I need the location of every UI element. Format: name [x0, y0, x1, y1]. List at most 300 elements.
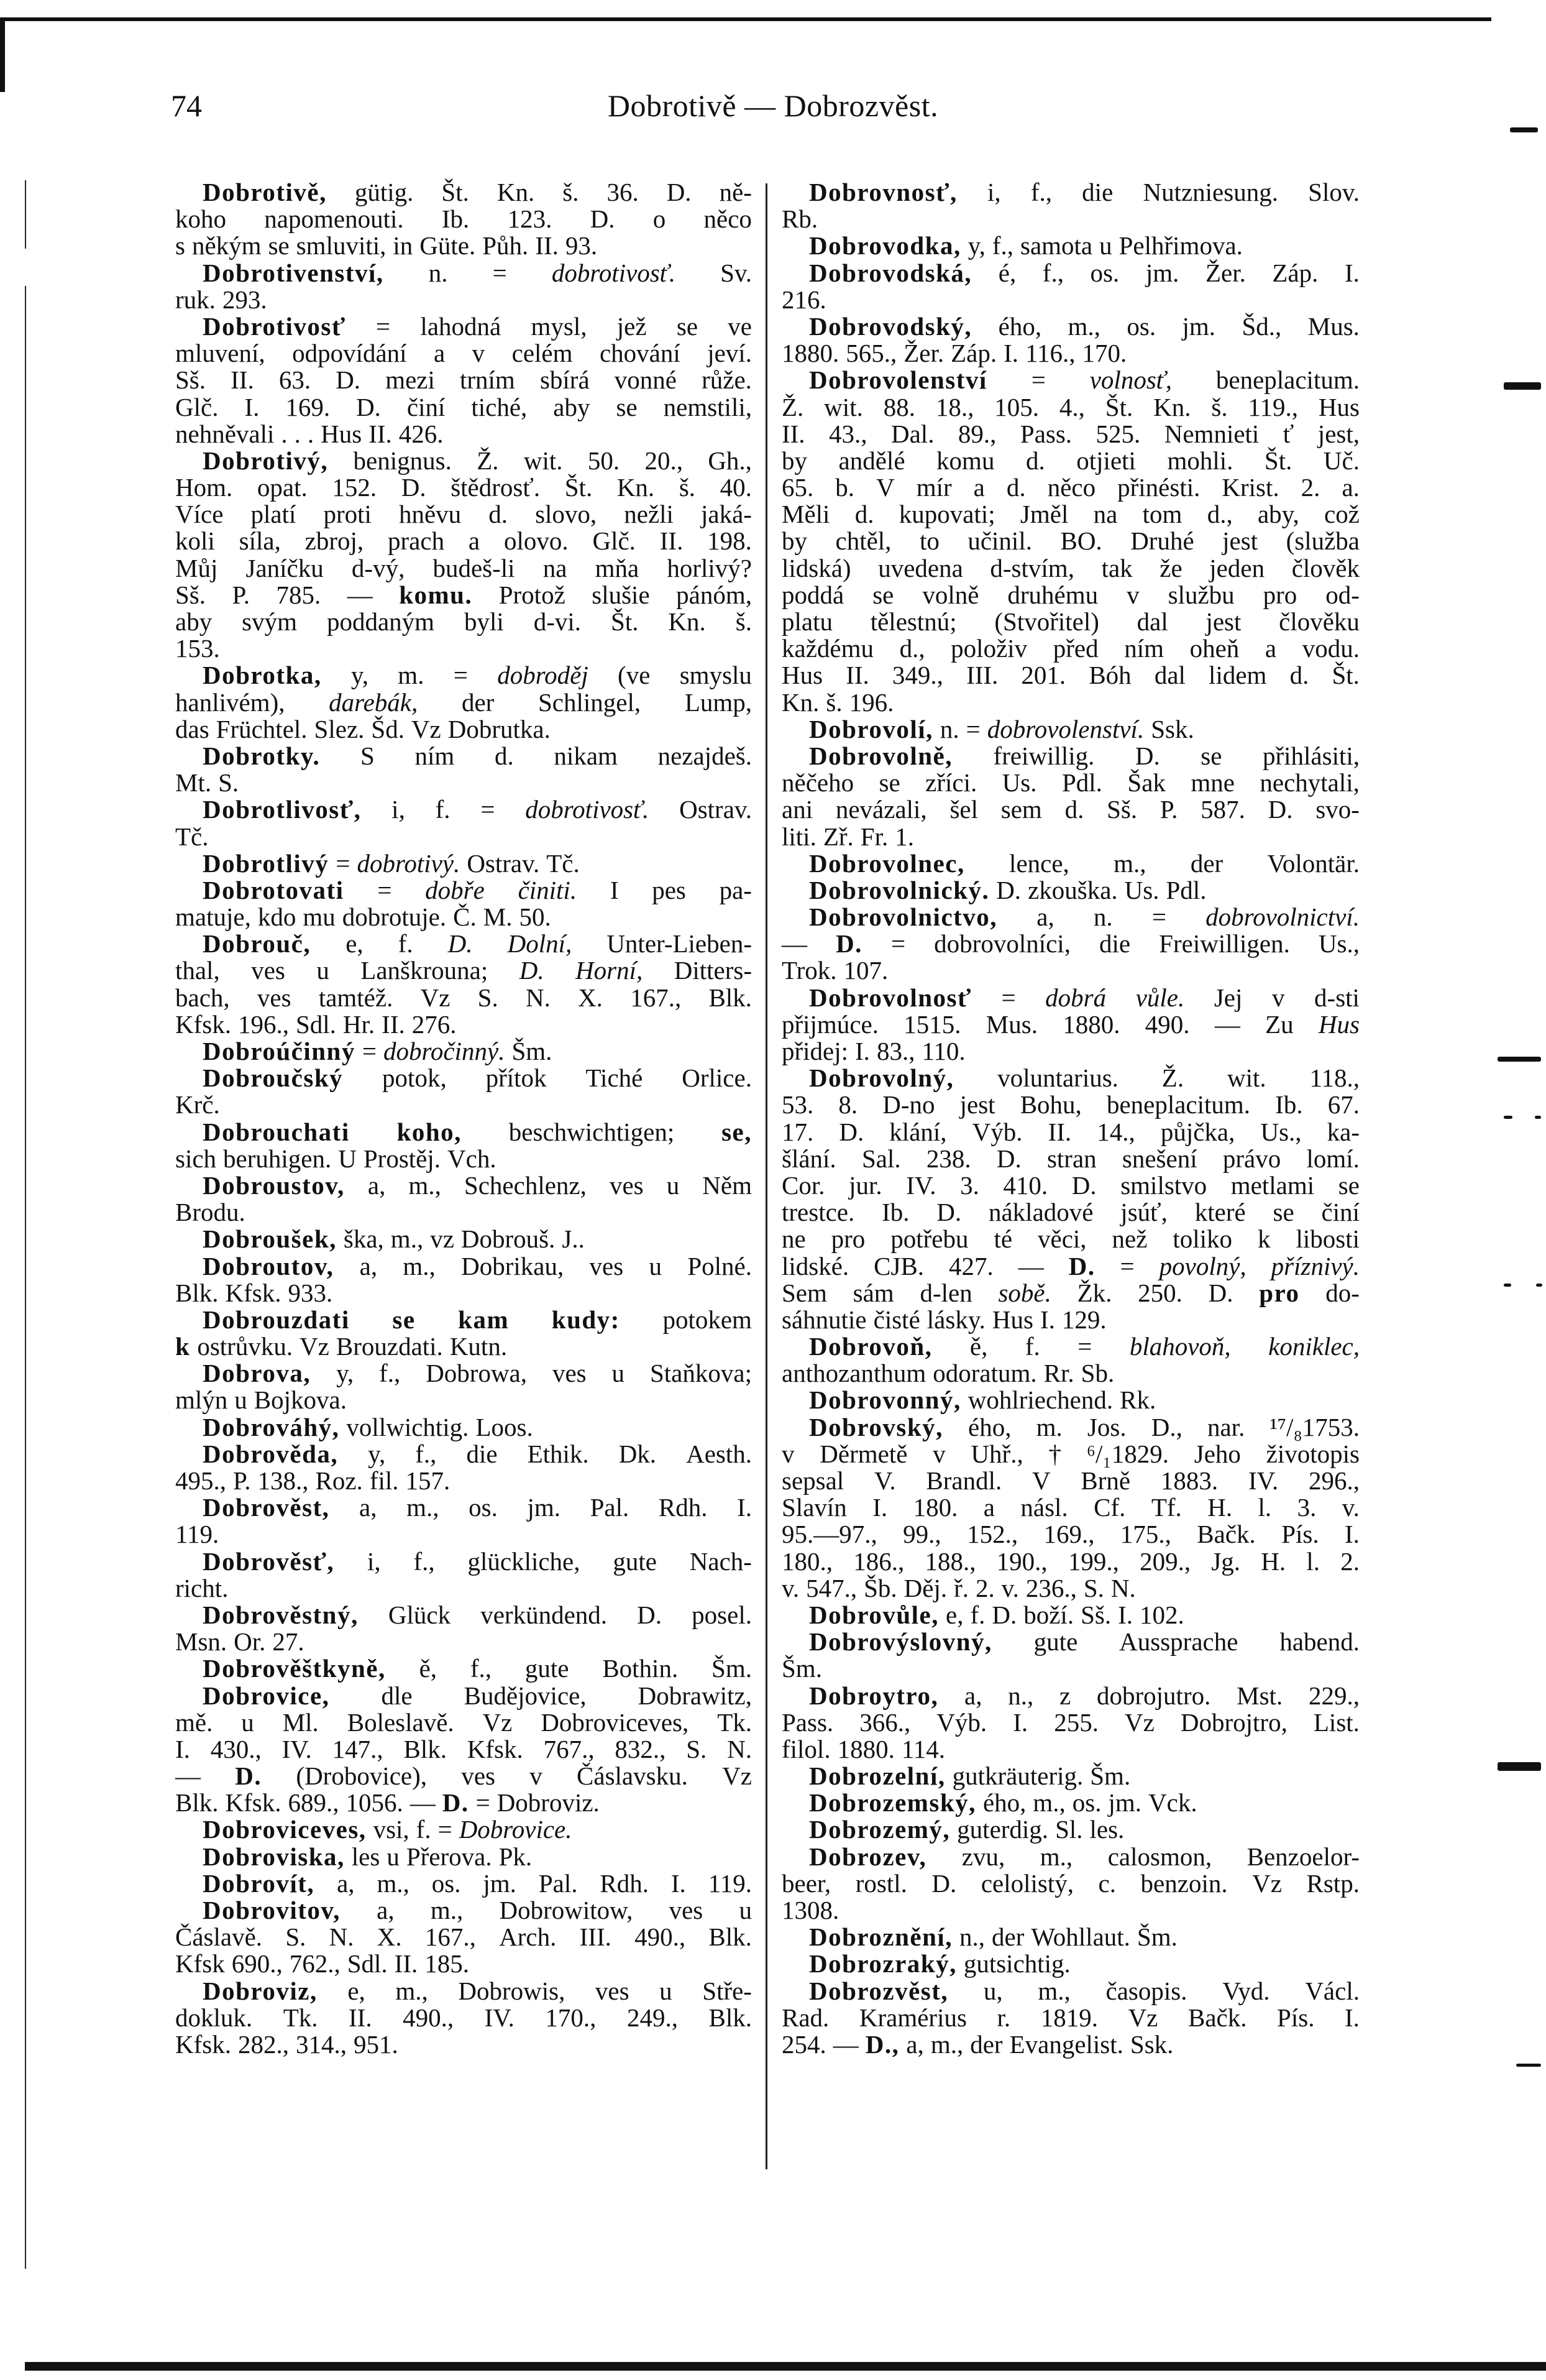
- entry-line: [175, 1280, 752, 1307]
- entry-text: Druhé: [1130, 526, 1194, 556]
- entry-first-line: [175, 260, 752, 287]
- entry-first-line: [782, 1978, 1360, 2005]
- entry-text: Rb.: [782, 204, 818, 234]
- entry-text: pro: [831, 1224, 866, 1254]
- entry-text: mne: [1191, 768, 1235, 797]
- entry-text: jur.: [849, 1170, 882, 1200]
- entry-text: 107.: [843, 956, 889, 985]
- entry-text: svým: [242, 607, 298, 636]
- italic-gloss: Hus: [1318, 1009, 1360, 1039]
- entry-first-line: [175, 930, 752, 957]
- entry-first-line: [782, 313, 1360, 340]
- entry-first-line: [175, 1441, 752, 1468]
- headword: Dobrotivosť: [203, 311, 346, 341]
- entry-text: 196.,: [237, 1009, 289, 1039]
- entry-text: položiv: [951, 634, 1028, 663]
- entry-text: 296.,: [1309, 1466, 1360, 1495]
- entry-text: Blk.: [708, 1923, 752, 1952]
- entry-text: což: [1324, 500, 1360, 529]
- entry-text: D.: [1268, 795, 1293, 824]
- entry-text: Rdh.: [600, 1868, 649, 1898]
- entry-text: odpovídání: [292, 339, 407, 368]
- entry-text: někým: [191, 231, 262, 260]
- entry-text: anthozanthum: [782, 1359, 926, 1388]
- headword: Dobrozvěst,: [809, 1976, 949, 2005]
- entry-text: Ž.: [782, 392, 804, 421]
- entry-text: l.: [1306, 1546, 1320, 1576]
- entry-text: od-: [1325, 580, 1360, 609]
- entry-first-line: [175, 1119, 752, 1146]
- entry-text: i,: [367, 1546, 381, 1576]
- entry-text: Záp.: [951, 339, 997, 368]
- entry-text: y,: [336, 1359, 354, 1388]
- entry-text: S.: [1083, 1573, 1104, 1602]
- entry-text: sáhnutie: [782, 1305, 867, 1334]
- entry-first-line: [782, 904, 1360, 930]
- entry-text: Vch.: [447, 1144, 496, 1173]
- entry-text: potřebu: [890, 1224, 969, 1254]
- headword: Dobrozraký,: [809, 1949, 957, 1978]
- entry-text: pes: [652, 875, 686, 904]
- entry-text: III.: [579, 1923, 611, 1952]
- entry-text: D.,: [1151, 1412, 1182, 1441]
- entry-text: =: [480, 795, 495, 824]
- entry-text: Sš.: [175, 365, 206, 395]
- entry-text: y,: [350, 661, 368, 690]
- entry-text: ého,: [998, 311, 1042, 341]
- entry-text: Krč.: [175, 1090, 220, 1119]
- entry-text: metlami: [1230, 1170, 1315, 1200]
- entry-text: ého,: [968, 1412, 1012, 1441]
- entry-text: y,: [967, 231, 986, 260]
- entry-text: Jej: [1214, 983, 1243, 1012]
- entry-text: .: [281, 419, 288, 448]
- entry-line: [782, 1548, 1360, 1575]
- entry-text: horlivý?: [667, 553, 752, 582]
- entry-text: m.,: [406, 1493, 439, 1522]
- entry-text: koho: [175, 204, 226, 234]
- entry-text: I.: [1013, 1707, 1028, 1737]
- entry-text: ves: [609, 1170, 644, 1200]
- entry-text: 236.,: [1025, 1573, 1077, 1602]
- entry-text: das: [175, 714, 209, 743]
- entry-line: [782, 501, 1360, 528]
- entry-text: činí: [1321, 1198, 1360, 1227]
- entry-text: d.: [1006, 473, 1026, 502]
- entry-text: die: [1082, 178, 1114, 206]
- entry-text: D.: [1208, 1278, 1233, 1307]
- entry-text: (Stvořitel): [994, 607, 1099, 636]
- entry-text: věci,: [1038, 1224, 1087, 1254]
- entry-text: se: [676, 311, 698, 341]
- entry-line: [175, 2005, 752, 2031]
- entry-text: gute: [613, 1546, 657, 1576]
- entry-text: mňa: [595, 553, 639, 582]
- entry-text: u: [739, 1896, 752, 1924]
- entry-text: Polné.: [687, 1251, 752, 1280]
- entry-text: 238.: [926, 1144, 971, 1173]
- entry-text: 17.: [782, 1117, 814, 1146]
- entry-text: ním: [414, 741, 455, 770]
- entry-text: Stře-: [702, 1976, 752, 2005]
- entry-text: H.: [1261, 1546, 1286, 1576]
- headword: Dobrověsť,: [203, 1546, 335, 1576]
- entry-text: Nach-: [689, 1546, 752, 1576]
- entry-text: by: [782, 446, 807, 475]
- italic-gloss: sobě.: [998, 1278, 1051, 1307]
- entry-text: ě,: [419, 1654, 437, 1683]
- headword: Dobrotka,: [203, 661, 322, 690]
- entry-text: ¹⁷/₈1753.: [1269, 1412, 1360, 1441]
- entry-text: Kn.: [668, 607, 706, 636]
- entry-text: a,: [964, 1681, 982, 1710]
- headword: Dobroviz,: [203, 1976, 318, 2005]
- entry-text: u: [241, 1707, 254, 1737]
- entry-text: Půh.: [482, 231, 529, 260]
- entry-text: m.,: [1114, 848, 1146, 878]
- entry-text: pánóm,: [676, 580, 752, 609]
- entry-text: jest: [1205, 607, 1242, 636]
- entry-text: Jos.: [1087, 1412, 1127, 1441]
- entry-first-line: [782, 1763, 1360, 1790]
- entry-line: [175, 1950, 752, 1977]
- entry-line: [175, 474, 752, 501]
- entry-text: Güte.: [419, 231, 476, 260]
- entry-text: v.: [1342, 1493, 1360, 1522]
- entry-text: 129.: [1061, 1305, 1107, 1334]
- entry-text: 95.—97.,: [782, 1520, 877, 1549]
- entry-text: Jg.: [1211, 1546, 1241, 1576]
- entry-first-line: [175, 1897, 752, 1924]
- entry-text: II.: [535, 231, 559, 260]
- entry-line: [175, 1146, 752, 1172]
- entry-text: klání,: [889, 1117, 947, 1146]
- headword: Dobrovitov,: [203, 1896, 341, 1924]
- headword: D.: [442, 1788, 469, 1817]
- entry-first-line: [175, 1307, 752, 1333]
- entry-text: Šm.: [1090, 1762, 1131, 1791]
- entry-text: wit.: [523, 446, 563, 475]
- entry-line: [782, 635, 1360, 662]
- entry-text: Hus: [992, 1305, 1033, 1334]
- entry-line: [175, 555, 752, 582]
- entry-text: I.: [175, 1734, 190, 1763]
- entry-first-line: [175, 1816, 752, 1843]
- entry-text: ani: [782, 795, 813, 824]
- headword: Dobrovýslovný,: [809, 1627, 992, 1656]
- entry-text: u: [1099, 231, 1112, 260]
- entry-text: Kn.: [782, 687, 820, 717]
- entry-text: =: [453, 661, 468, 690]
- entry-text: Hom.: [175, 473, 233, 502]
- entry-text: D.: [1071, 1170, 1097, 1200]
- headword: kam: [458, 1305, 510, 1334]
- entry-text: 767.,: [543, 1734, 595, 1763]
- entry-text: 27.: [272, 1627, 304, 1656]
- entry-text: Kn.: [496, 178, 535, 206]
- entry-line: [782, 448, 1360, 474]
- headword: Dobroviceves,: [203, 1815, 367, 1844]
- entry-text: jm.: [1182, 311, 1216, 341]
- entry-text: P.: [233, 1466, 251, 1495]
- entry-text: Uč.: [1323, 446, 1360, 475]
- entry-text: I.: [1040, 1305, 1055, 1334]
- entry-text: IV.: [906, 1170, 936, 1200]
- entry-first-line: [175, 1870, 752, 1897]
- headword: se: [392, 1305, 416, 1334]
- headword: Dobroznění,: [809, 1923, 953, 1952]
- italic-gloss: vůle.: [1135, 983, 1185, 1012]
- entry-text: —: [782, 929, 807, 958]
- entry-text: 20.,: [644, 446, 683, 475]
- entry-line: [175, 770, 752, 796]
- entry-text: 110.: [922, 1037, 966, 1065]
- entry-text: Wohllaut.: [1031, 1923, 1130, 1952]
- entry-text: lidem: [1209, 661, 1267, 690]
- entry-text: 196.: [849, 687, 894, 717]
- headword: Dobroutov,: [203, 1251, 334, 1280]
- entry-line: [782, 609, 1360, 635]
- entry-text: 762.,: [289, 1949, 341, 1978]
- entry-text: D.: [590, 204, 615, 234]
- entry-text: D.: [996, 1144, 1022, 1173]
- entry-text: ve: [728, 311, 752, 341]
- headword: Dobrovice,: [203, 1681, 330, 1710]
- entry-text: f.,: [470, 1654, 492, 1683]
- entry-line: [782, 1736, 1360, 1763]
- entry-first-line: [782, 179, 1360, 206]
- entry-text: Ostrav.: [679, 795, 752, 824]
- entry-text: Vz: [411, 714, 441, 743]
- entry-text: zkouška.: [1028, 875, 1118, 904]
- entry-text: š.: [826, 687, 843, 717]
- italic-gloss: dobrovolenství.: [987, 714, 1145, 743]
- entry-text: by: [782, 526, 807, 556]
- entry-text: službu: [1168, 580, 1235, 609]
- entry-text: 4.,: [1059, 392, 1085, 421]
- entry-text: Bačk.: [1187, 2003, 1247, 2032]
- headword: Dobrověst,: [203, 1493, 330, 1522]
- entry-text: Rstp.: [1306, 1868, 1360, 1898]
- entry-text: liti.: [782, 822, 816, 851]
- entry-text: é,: [998, 258, 1017, 287]
- entry-text: f.,: [1042, 258, 1064, 287]
- entry-text: Rad.: [782, 2003, 830, 2032]
- entry-first-line: [175, 850, 752, 877]
- entry-text: 40.: [720, 473, 752, 502]
- entry-text: a,: [359, 1493, 377, 1522]
- entry-text: v: [933, 1439, 946, 1468]
- entry-text: se: [616, 392, 638, 421]
- entry-line: [175, 985, 752, 1011]
- entry-line: [175, 206, 752, 232]
- entry-text: 490.,: [403, 2003, 454, 2032]
- entry-text: 229.,: [1308, 1681, 1360, 1710]
- entry-text: odoratum.: [933, 1359, 1037, 1388]
- entry-text: I.: [670, 1868, 686, 1898]
- entry-text: e,: [946, 1600, 964, 1629]
- entry-text: 167.,: [424, 1923, 476, 1952]
- entry-text: Us.,: [1260, 1117, 1302, 1146]
- entry-line: [175, 340, 752, 367]
- entry-text: d.,: [1207, 500, 1233, 529]
- entry-text: d-vi.: [533, 607, 582, 636]
- entry-text: Bohu,: [1020, 1090, 1082, 1119]
- entry-text: V: [876, 473, 895, 502]
- italic-gloss: D.: [519, 956, 544, 985]
- entry-text: Děrmetě: [820, 1439, 908, 1468]
- entry-text: D.: [356, 392, 381, 421]
- entry-text: Vz: [722, 1762, 752, 1791]
- entry-text: u: [666, 1170, 680, 1200]
- entry-text: 430.,: [210, 1734, 262, 1763]
- entry-text: sám: [853, 1278, 894, 1307]
- entry-text: 495.,: [175, 1466, 226, 1495]
- entry-text: Více: [175, 500, 224, 529]
- entry-text: Protož: [498, 580, 565, 609]
- entry-line: [175, 635, 752, 662]
- entry-text: Dobrojtro,: [1180, 1707, 1288, 1737]
- entry-text: 170.,: [545, 2003, 597, 2032]
- entry-text: andělé: [838, 446, 905, 475]
- entry-text: nevázali,: [835, 795, 927, 824]
- entry-text: Jeho: [1194, 1439, 1241, 1468]
- entry-text: nákladové: [988, 1198, 1094, 1227]
- entry-text: S.: [218, 768, 239, 797]
- entry-line: [175, 287, 752, 313]
- entry-text: do-: [1325, 1278, 1360, 1307]
- entry-text: 105.: [994, 392, 1040, 421]
- entry-text: Slov.: [1308, 178, 1360, 206]
- entry-text: 255.: [1054, 1707, 1099, 1737]
- entry-text: l.: [1258, 1493, 1272, 1522]
- entry-text: Mst.: [1237, 1681, 1283, 1710]
- entry-text: 93.: [565, 231, 598, 260]
- entry-text: dobrotuje.: [342, 903, 447, 932]
- entry-text: os.: [431, 1868, 461, 1898]
- entry-first-line: [782, 743, 1360, 770]
- italic-gloss: dobrotivosť.: [525, 795, 649, 824]
- entry-text: smluviti,: [296, 231, 386, 260]
- italic-gloss: blahovoň,: [1129, 1332, 1231, 1361]
- entry-text: wit.: [1227, 1064, 1266, 1093]
- entry-line: [175, 1468, 752, 1494]
- entry-text: tom: [1142, 500, 1182, 529]
- entry-text: .: [294, 419, 301, 448]
- entry-text: Glück: [388, 1600, 451, 1629]
- entry-text: m.,: [430, 1896, 464, 1924]
- headword: Dobrotlivosť,: [203, 795, 362, 824]
- entry-text: Kfsk.: [175, 1009, 231, 1039]
- entry-text: =: [1120, 1251, 1135, 1280]
- entry-text: Arch.: [499, 1923, 557, 1952]
- entry-first-line: [782, 1844, 1360, 1870]
- margin-mark: [1498, 1057, 1541, 1062]
- entry-text: slovo,: [535, 500, 597, 529]
- entry-text: a: [983, 1493, 995, 1522]
- headword: Dobrovoň,: [809, 1332, 933, 1361]
- entry-text: než: [1112, 1224, 1148, 1254]
- entry-line: [782, 528, 1360, 554]
- entry-line: [175, 367, 752, 393]
- entry-text: II.: [782, 419, 805, 448]
- entry-text: 426.: [398, 419, 444, 448]
- entry-text: otjieti: [1076, 446, 1136, 475]
- entry-text: 349.,: [892, 661, 943, 690]
- entry-text: 2.: [976, 1573, 995, 1602]
- entry-text: 1880.: [782, 339, 839, 368]
- entry-text: U: [338, 1144, 357, 1173]
- entry-text: D-no: [882, 1090, 935, 1119]
- entry-text: f.,: [1030, 178, 1052, 206]
- entry-line: [782, 340, 1360, 367]
- entry-text: =: [1031, 365, 1046, 395]
- entry-text: 99.,: [903, 1520, 941, 1549]
- entry-text: posel.: [692, 1600, 752, 1629]
- entry-text: Pk.: [498, 1842, 533, 1871]
- entry-text: Ib.: [882, 1198, 910, 1227]
- entry-text: mě.: [175, 1707, 213, 1737]
- entry-text: šlání.: [782, 1144, 836, 1173]
- entry-first-line: [175, 1602, 752, 1629]
- entry-line: [782, 1521, 1360, 1548]
- entry-text: Unter-Lieben-: [606, 929, 752, 958]
- scan-left-edge: [25, 180, 26, 249]
- headword: D.: [235, 1762, 262, 1791]
- entry-text: to: [919, 526, 940, 556]
- entry-text: přidej:: [782, 1037, 849, 1065]
- entry-text: životopis: [1266, 1439, 1360, 1468]
- entry-text: Rk.: [1120, 1385, 1156, 1415]
- italic-gloss: D.: [447, 929, 473, 958]
- headword: Dobrovský,: [809, 1412, 943, 1441]
- entry-text: Schechlenz,: [464, 1170, 587, 1200]
- entry-first-line: [782, 1387, 1360, 1413]
- entry-line: [175, 716, 752, 743]
- entry-text: Něm: [702, 1170, 752, 1200]
- entry-text: u: [649, 1251, 662, 1280]
- entry-text: dal: [1137, 607, 1168, 636]
- headword: Dobrovolný,: [809, 1064, 954, 1093]
- entry-text: Pelhřimova.: [1118, 231, 1243, 260]
- entry-text: Č.: [453, 903, 477, 932]
- entry-text: tělestnú;: [870, 607, 957, 636]
- entry-text: přítok: [485, 1064, 547, 1093]
- entry-text: I.: [244, 392, 260, 421]
- entry-text: Václ.: [1305, 1976, 1360, 2005]
- entry-text: Kutn.: [449, 1332, 508, 1361]
- entry-text: N.: [727, 1734, 752, 1763]
- entry-text: Dobrawitz,: [638, 1681, 752, 1710]
- entry-text: vz: [430, 1224, 454, 1254]
- italic-gloss: dobrá: [1045, 983, 1107, 1012]
- entry-text: mír: [916, 473, 952, 502]
- headword: Dobrova,: [203, 1359, 311, 1388]
- entry-text: n.: [940, 714, 959, 743]
- entry-text: Kn.: [616, 473, 655, 502]
- headword: Dobrovolenství: [809, 365, 987, 395]
- entry-text: 116.,: [1025, 339, 1076, 368]
- entry-text: 88.: [883, 392, 915, 421]
- entry-text: 18.,: [935, 392, 974, 421]
- entry-text: benignus.: [353, 446, 452, 475]
- headword: Dobroúčinný: [203, 1037, 355, 1065]
- entry-text: 490.,: [634, 1923, 686, 1952]
- entry-text: m.,: [930, 2029, 964, 2059]
- headword: Dobroviska,: [203, 1842, 345, 1871]
- entry-text: Št.: [1105, 392, 1133, 421]
- entry-text: 250.: [1138, 1278, 1182, 1307]
